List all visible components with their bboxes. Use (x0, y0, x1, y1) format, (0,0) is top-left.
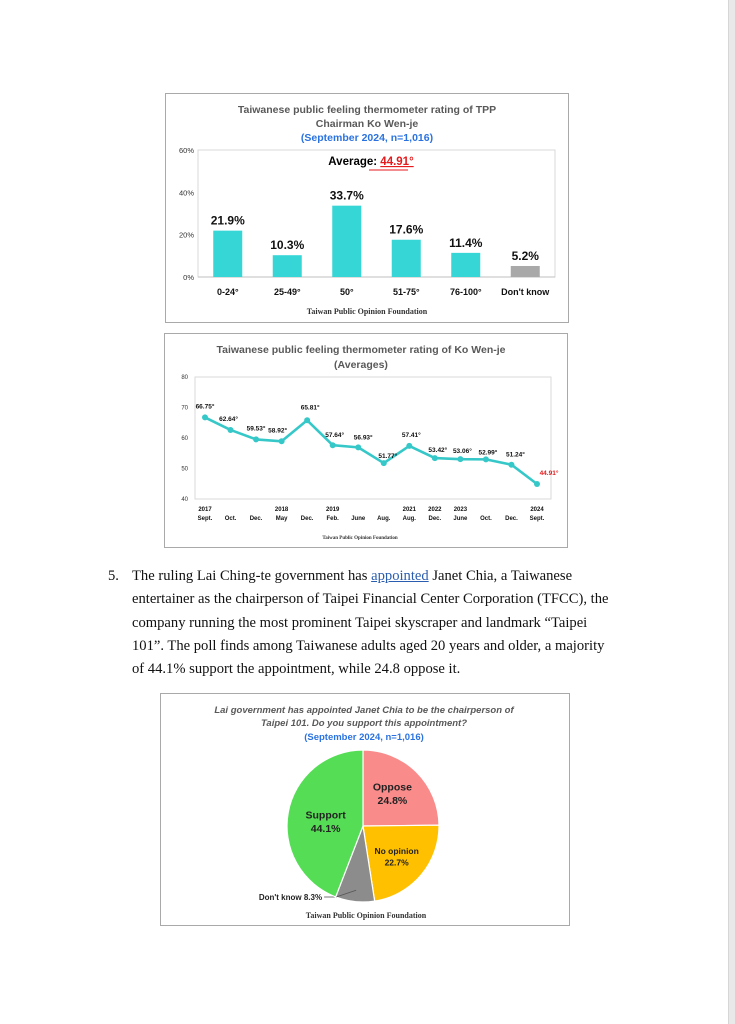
bar-y-tick-label: 60% (178, 146, 194, 155)
point-value-label: 59.53° (246, 425, 266, 433)
pie-dont-know-label: Don't know 8.3% (258, 893, 323, 902)
bar-value-label: 5.2% (511, 248, 539, 263)
series-point (228, 427, 234, 433)
pie-chart-figure (160, 693, 570, 926)
line-chart-source: Taiwan Public Opinion Foundation (322, 536, 398, 541)
point-value-label: 57.64° (325, 432, 345, 440)
series-point (279, 438, 285, 444)
bar-chart (166, 94, 568, 322)
x-year-label: 2023 (453, 507, 468, 513)
point-value-label: 56.93° (353, 434, 373, 442)
bar-chart-source: Taiwan Public Opinion Foundation (306, 307, 428, 316)
bar-y-tick-label: 40% (178, 188, 194, 198)
appointed-link[interactable]: appointed (371, 568, 429, 584)
point-value-label: 44.91° (539, 470, 559, 478)
bar (392, 240, 421, 277)
pie-chart-title-line2: Taipei 101. Do you support this appointment? (260, 718, 468, 729)
line-chart-title-line1: Taiwanese public feeling thermometer rating of Ko Wen-je (216, 344, 506, 356)
x-year-label: 2022 (428, 507, 442, 513)
bar-y-tick-label: 0% (183, 273, 194, 282)
bar-value-label: 33.7% (329, 188, 364, 203)
x-month-label: June (351, 516, 366, 522)
point-value-label: 51.24° (506, 451, 525, 459)
paragraph-line-1-before: The ruling Lai Ching-te government has (132, 568, 372, 584)
x-month-label: Dec. (300, 516, 314, 522)
point-value-label: 53.06° (452, 448, 472, 456)
bar-category-label: 50° (339, 287, 354, 297)
bar (332, 206, 361, 277)
series-point (508, 462, 514, 468)
bar-chart-average (328, 156, 414, 168)
point-value-label: 62.64° (219, 415, 238, 423)
bar (451, 253, 480, 277)
x-month-label: Sept. (197, 516, 213, 522)
pie-slice-label: No opinion (374, 846, 419, 857)
bar-chart-average-label: Average: (328, 156, 381, 168)
point-value-label: 57.41° (401, 431, 421, 439)
pie-slice-value: 22.7% (384, 857, 409, 868)
line-chart-figure (164, 333, 568, 548)
x-year-label: 2018 (274, 507, 289, 513)
bar-category-label: Don't know (501, 287, 550, 297)
x-month-label: Aug. (377, 516, 391, 522)
line-y-tick-label: 40 (181, 497, 188, 503)
point-value-label: 53.42° (428, 447, 448, 455)
point-value-label: 66.75° (195, 403, 215, 411)
paragraph-line-1-after: Janet Chia, a Taiwanese (428, 568, 573, 584)
bar-category-label: 76-100° (449, 287, 482, 297)
bar (273, 255, 302, 277)
bar-value-label: 10.3% (270, 238, 305, 253)
x-year-label: 2021 (402, 507, 416, 513)
point-value-label: 52.99° (478, 449, 498, 457)
paragraph-line-4: 101”. The poll finds among Taiwanese adults aged 20 years and older, a majority (132, 637, 605, 654)
page-edge (728, 0, 735, 1024)
series-point (406, 443, 412, 449)
x-month-label: Aug. (402, 516, 416, 522)
pie-slice-value: 44.1% (310, 823, 341, 836)
series-point (330, 442, 336, 448)
point-value-label: 58.92° (268, 427, 288, 435)
pie-slice-value: 24.8% (377, 794, 408, 807)
line-chart (165, 334, 567, 547)
bar-category-label: 25-49° (273, 287, 301, 297)
series-point (483, 456, 489, 462)
x-month-label: Oct. (480, 516, 492, 522)
pie-chart-title-line1: Lai government has appointed Janet Chia to be the chairperson of (214, 705, 514, 716)
x-month-label: Feb. (326, 516, 339, 522)
pie-chart-source: Taiwan Public Opinion Foundation (305, 911, 427, 920)
line-y-tick-label: 60 (181, 436, 188, 442)
bar-chart-title-line1: Taiwanese public feeling thermometer rating of TPP (237, 104, 497, 116)
series-point (534, 481, 540, 487)
x-month-label: Oct. (224, 516, 237, 522)
bar (213, 231, 242, 277)
series-point (381, 460, 387, 466)
bar-y-tick-label: 20% (178, 230, 194, 240)
line-y-tick-label: 70 (181, 405, 188, 412)
series-point (355, 444, 361, 450)
series-point (432, 455, 438, 461)
point-value-label: 51.77° (378, 453, 398, 461)
bar-value-label: 21.9% (210, 213, 245, 228)
x-year-label: 2017 (198, 507, 212, 513)
line-chart-title-line2: (Averages) (334, 359, 388, 371)
bar-value-label: 11.4% (449, 235, 483, 250)
x-year-label: 2019 (326, 507, 340, 513)
bar-chart-average-value: 44.91° (380, 156, 414, 168)
series-point (253, 436, 259, 442)
pie-chart-subtitle: (September 2024, n=1,016) (304, 732, 424, 743)
x-year-label: 2024 (530, 507, 544, 513)
line-y-tick-label: 50 (181, 466, 188, 473)
bar-plot-area (198, 150, 555, 277)
x-month-label: Dec. (505, 516, 518, 522)
series-point (457, 456, 463, 462)
paragraph-line-2: entertainer as the chairperson of Taipei Financial Center Corporation (TFCC), the (132, 591, 609, 608)
bar-category-label: 0-24° (216, 287, 239, 297)
point-value-label: 65.81° (300, 404, 320, 412)
series-point (202, 414, 208, 420)
bar-category-label: 51-75° (392, 287, 420, 297)
bar (511, 266, 540, 277)
pie-slice-label: Oppose (372, 781, 412, 794)
paragraph-line-5: of 44.1% support the appointment, while 24.8 oppose it. (132, 661, 461, 678)
pie-slice-label: Support (305, 809, 346, 822)
x-month-label: Dec. (249, 516, 263, 522)
bar-chart-subtitle: (September 2024, n=1,016) (300, 132, 434, 144)
x-month-label: May (275, 516, 288, 522)
series-point (304, 417, 310, 423)
x-month-label: June (453, 516, 468, 522)
x-month-label: Sept. (529, 516, 545, 522)
pie-chart (161, 694, 569, 925)
line-y-tick-label: 80 (181, 375, 188, 381)
paragraph-line-3: company running the most prominent Taipei skyscraper and landmark “Taipei (132, 614, 588, 631)
line-plot-area (195, 377, 551, 499)
bar-chart-figure (165, 93, 569, 323)
bar-value-label: 17.6% (389, 222, 424, 237)
paragraph-line-1 (132, 565, 632, 588)
paragraph-number: 5. (108, 568, 119, 584)
bar-chart-title-line2: Chairman Ko Wen-je (315, 118, 419, 130)
x-month-label: Dec. (428, 516, 442, 522)
